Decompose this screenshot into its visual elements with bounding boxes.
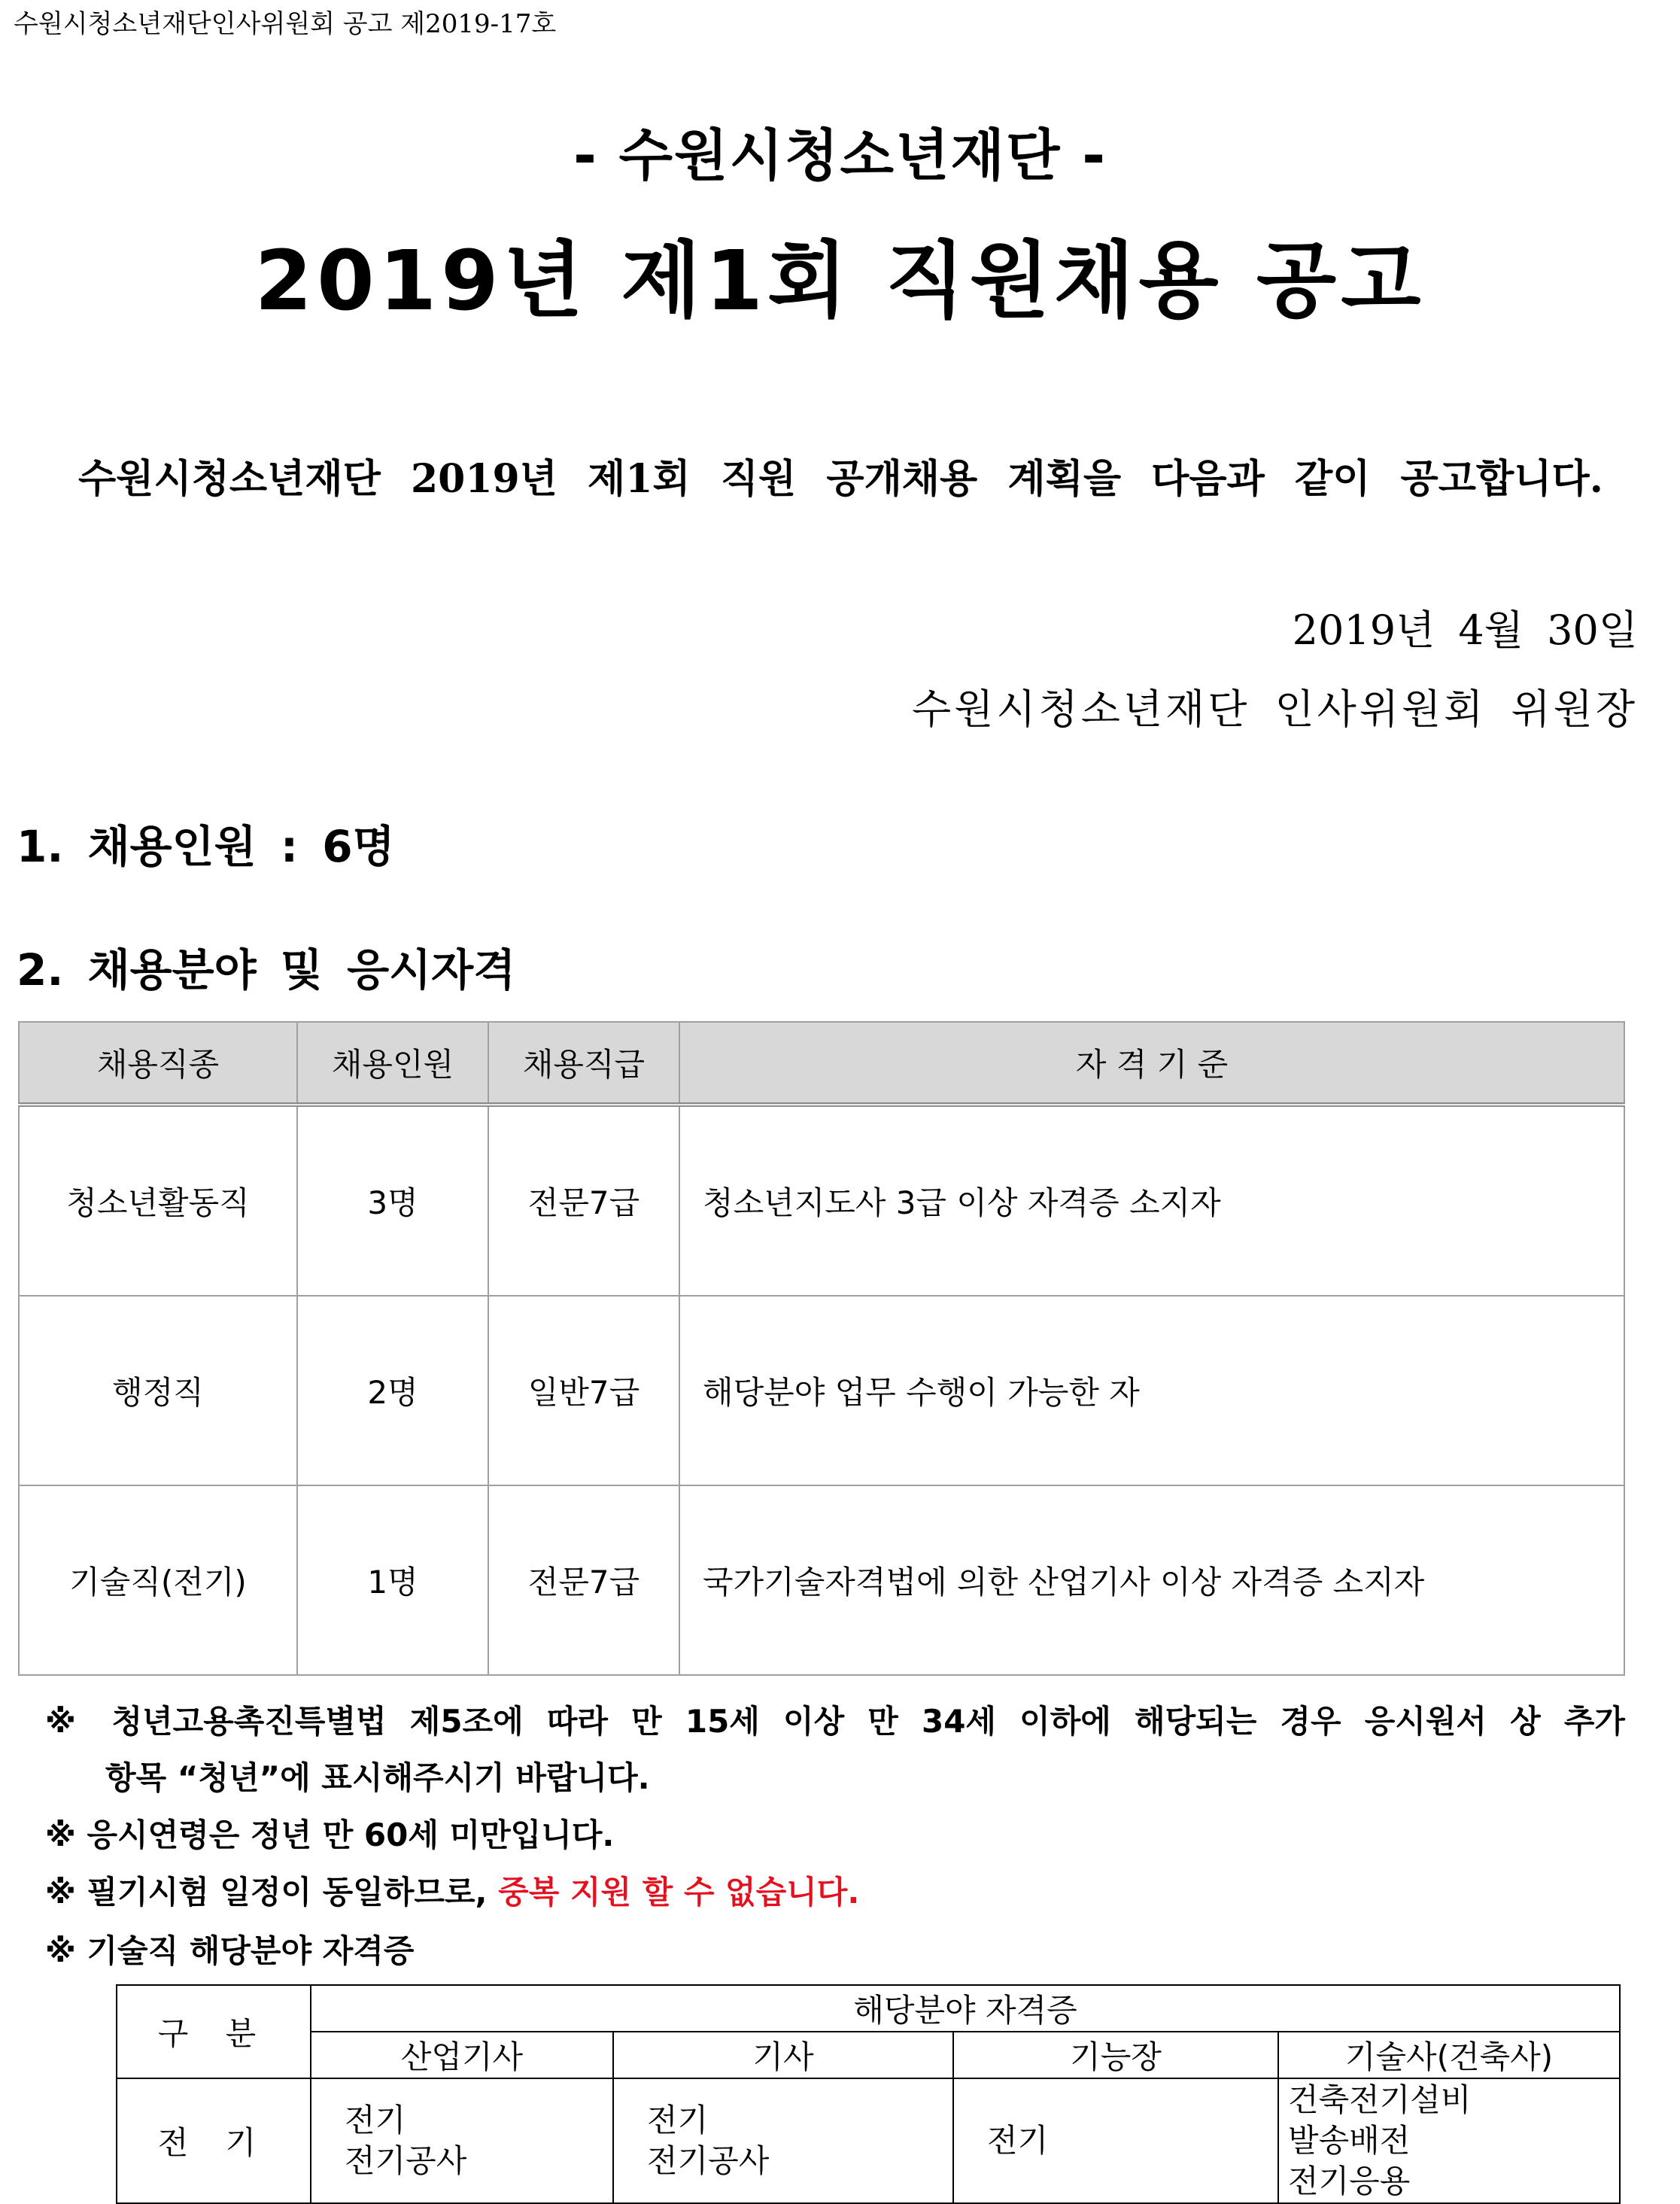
table-cell: 행정직: [19, 1296, 297, 1485]
table-cell: [311, 2078, 613, 2203]
column-header: 채용직종: [19, 1022, 297, 1105]
note-text: ※ 필기시험 일정이 동일하므로,: [45, 1874, 499, 1911]
cert-item: 전기: [647, 2102, 709, 2139]
page-title: 2019년 제1회 직원채용 공고: [254, 233, 1426, 329]
column-header: 채용직급: [488, 1022, 679, 1105]
table-cell: [1278, 2078, 1620, 2203]
table-cell: [613, 2078, 953, 2203]
table-cell: [953, 2078, 1278, 2203]
note-duplicate-application: [45, 1868, 859, 1913]
organization-subtitle: - 수원시청소년재단 -: [573, 123, 1107, 188]
table-header-row: [19, 1022, 1624, 1105]
cert-item: 전기공사: [345, 2142, 467, 2179]
column-header: 기능장: [953, 2032, 1278, 2078]
table-cell: 해당분야 업무 수행이 가능한 자: [679, 1296, 1624, 1485]
cert-item: 전기응용: [1288, 2163, 1411, 2199]
row-label: 전 기: [117, 2078, 311, 2203]
note-age-limit: ※ 응시연령은 정년 만 60세 미만입니다.: [45, 1816, 615, 1853]
table-row: [19, 1485, 1624, 1675]
cert-item: 전기: [345, 2102, 406, 2139]
group-header: 해당분야 자격증: [311, 1985, 1620, 2032]
cert-item: 전기공사: [647, 2142, 770, 2179]
table-row: [117, 2078, 1620, 2203]
note-youth-employment-continued: 항목 “청년”에 표시해주시기 바랍니다.: [105, 1759, 650, 1796]
table-header-row: [117, 2032, 1620, 2078]
note-emphasis: 중복 지원 할 수 없습니다.: [498, 1874, 860, 1911]
cert-item: 전기: [987, 2122, 1049, 2159]
announcement-date: 2019년 4월 30일: [1292, 606, 1638, 654]
announcement-number: 수원시청소년재단인사위원회 공고 제2019-17호: [14, 9, 557, 39]
table-cell: 국가기술자격법에 의한 산업기사 이상 자격증 소지자: [679, 1485, 1624, 1675]
table-cell: 청소년지도사 3급 이상 자격증 소지자: [679, 1105, 1624, 1296]
note-certificates: ※ 기술직 해당분야 자격증: [45, 1932, 415, 1969]
recruitment-table: [18, 1021, 1625, 1676]
note-youth-employment: ※ 청년고용촉진특별법 제5조에 따라 만 15세 이상 만 34세 이하에 해당되는 경우 응시원서 상 추가: [45, 1703, 1625, 1740]
signer: 수원시청소년재단 인사위원회 위원장: [912, 686, 1638, 733]
column-header: 산업기사: [311, 2032, 613, 2078]
table-header-row: [117, 1985, 1620, 2032]
column-header: 채용인원: [297, 1022, 488, 1105]
table-cell: 전문7급: [488, 1485, 679, 1675]
table-cell: 1명: [297, 1485, 488, 1675]
corner-label: 구 분: [117, 1985, 311, 2078]
section-heading-fields: 2. 채용분야 및 응시자격: [17, 944, 516, 996]
section-heading-headcount: 1. 채용인원 : 6명: [17, 821, 395, 872]
table-cell: 2명: [297, 1296, 488, 1485]
column-header: 자 격 기 준: [679, 1022, 1624, 1105]
column-header: 기술사(건축사): [1278, 2032, 1620, 2078]
table-cell: 청소년활동직: [19, 1105, 297, 1296]
table-row: [19, 1296, 1624, 1485]
intro-paragraph: 수원시청소년재단 2019년 제1회 직원 공개채용 계획을 다음과 같이 공고합니다.: [78, 456, 1603, 502]
table-cell: 전문7급: [488, 1105, 679, 1296]
table-cell: 기술직(전기): [19, 1485, 297, 1675]
table-row: [19, 1105, 1624, 1296]
column-header: 기사: [613, 2032, 953, 2078]
table-cell: 3명: [297, 1105, 488, 1296]
certificate-table: [116, 1984, 1621, 2204]
cert-item: 건축전기설비: [1288, 2081, 1472, 2118]
cert-item: 발송배전: [1288, 2122, 1411, 2159]
table-cell: 일반7급: [488, 1296, 679, 1485]
